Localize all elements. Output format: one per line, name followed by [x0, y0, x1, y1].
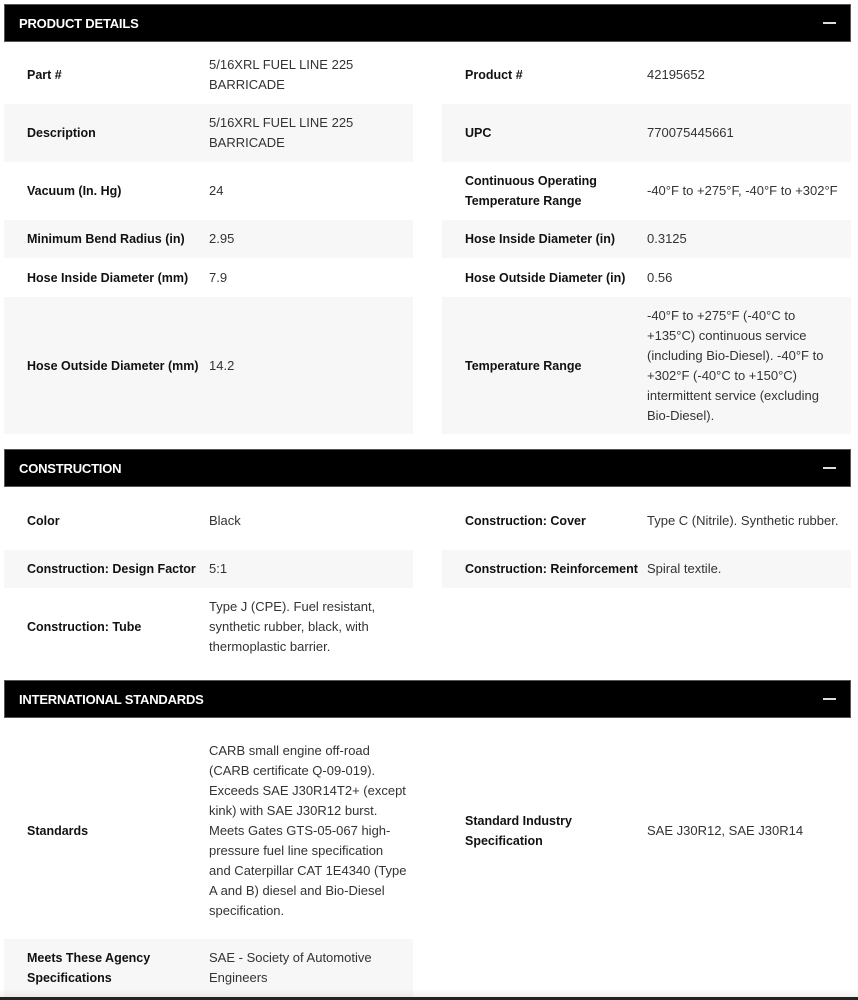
product-details-table [4, 46, 851, 434]
spec-value: -40°F to +275°F (-40°C to +135°C) continuous service (including Bio-Diesel). -40°F to +302°F (-40°C to +150°C) intermittent service (excluding Bio-Diesel). [647, 307, 824, 423]
spec-value: SAE J30R12, SAE J30R14 [647, 822, 804, 838]
spec-cell [442, 104, 851, 162]
table-row [4, 46, 851, 104]
spec-label: Hose Inside Diameter (mm) [27, 270, 189, 285]
section-title: INTERNATIONAL STANDARDS [19, 691, 204, 707]
table-row [4, 258, 851, 297]
spec-value: Spiral textile. [647, 561, 722, 576]
spec-cell [442, 550, 851, 588]
scroll-shadow [0, 989, 858, 997]
spec-value: Black [209, 512, 241, 528]
spec-label: Standards [27, 823, 89, 838]
spec-label: Product # [465, 68, 523, 82]
spec-cell [4, 722, 413, 939]
spec-value: 5/16XRL FUEL LINE 225 BARRICADE [209, 115, 354, 150]
spec-label: Temperature Range [465, 358, 582, 373]
spec-value: SAE - Society of Automotive Engineers [209, 950, 372, 985]
spec-value: Type J (CPE). Fuel resistant, synthetic rubber, black, with thermoplastic barrier. [209, 599, 376, 654]
spec-value: 0.3125 [647, 231, 687, 246]
spec-value: -40°F to +275°F, -40°F to +302°F [647, 183, 838, 198]
section-title: CONSTRUCTION [19, 460, 122, 476]
table-row [4, 588, 851, 666]
spec-cell [4, 46, 413, 104]
spec-value: 42195652 [647, 67, 705, 82]
spec-cell [442, 297, 851, 434]
spec-label: Description [27, 126, 96, 140]
spec-cell [442, 220, 851, 258]
spec-cell [442, 258, 851, 297]
spec-label: Construction: Tube [27, 620, 142, 634]
spec-label: Construction: Cover [465, 513, 586, 528]
spec-label: Color [27, 513, 60, 528]
spec-cell [442, 46, 851, 104]
spec-cell [442, 722, 851, 939]
spec-cell [442, 491, 851, 550]
table-row [4, 550, 851, 588]
international-standards-table [4, 722, 851, 997]
spec-cell [4, 162, 413, 220]
spec-value: 770075445661 [647, 125, 734, 140]
minus-icon[interactable] [823, 698, 836, 700]
spec-cell [4, 104, 413, 162]
spec-label: Minimum Bend Radius (in) [27, 232, 185, 246]
spec-value: 2.95 [209, 231, 235, 246]
spec-value: 5:1 [209, 561, 228, 576]
spec-cell [4, 588, 413, 666]
spec-label: Hose Inside Diameter (in) [465, 232, 616, 246]
spec-label: Construction: Reinforcement [465, 562, 638, 576]
spec-cell [4, 258, 413, 297]
spec-label: Part # [27, 68, 62, 82]
spec-label: Hose Outside Diameter (in) [465, 270, 626, 285]
spec-label: Hose Outside Diameter (mm) [27, 358, 199, 373]
spec-value: CARB small engine off-road (CARB certificate Q-09-019). Exceeds SAE J30R14T2+ (except kink) with SAE J30R12 burst. Meets Gates GTS-05-067 high-pressure fuel line specification and Caterpillar CAT 1E4340 (Type A and B) diesel and Bio-Diesel specification. [209, 742, 407, 918]
spec-label: Vacuum (In. Hg) [27, 184, 122, 198]
spec-label: Standard Industry Specification [465, 813, 572, 848]
spec-cell [4, 491, 413, 550]
table-row [4, 722, 851, 939]
section-title: PRODUCT DETAILS [19, 15, 139, 31]
table-row [4, 220, 851, 258]
spec-label: Continuous Operating Temperature Range [465, 174, 597, 208]
construction-header[interactable] [4, 449, 851, 487]
spec-label: Construction: Design Factor [27, 562, 196, 576]
table-row [4, 297, 851, 434]
empty-cell [442, 588, 851, 666]
international-standards-header[interactable] [4, 680, 851, 718]
spec-value: 14.2 [209, 357, 235, 373]
spec-cell [4, 220, 413, 258]
table-row [4, 162, 851, 220]
spec-value: 5/16XRL FUEL LINE 225 BARRICADE [209, 57, 354, 92]
spec-value: Type C (Nitrile). Synthetic rubber. [647, 512, 839, 528]
spec-cell [4, 297, 413, 434]
minus-icon[interactable] [823, 467, 836, 469]
spec-cell [442, 162, 851, 220]
spec-cell [4, 550, 413, 588]
spec-value: 7.9 [209, 269, 228, 285]
table-row [4, 491, 851, 550]
spec-value: 24 [209, 183, 224, 198]
spec-label: UPC [465, 126, 492, 140]
spec-label: Meets These Agency Specifications [27, 951, 151, 985]
minus-icon[interactable] [823, 22, 836, 24]
table-row [4, 104, 851, 162]
construction-table [4, 491, 851, 666]
product-details-header[interactable] [4, 4, 851, 42]
spec-value: 0.56 [647, 269, 673, 285]
